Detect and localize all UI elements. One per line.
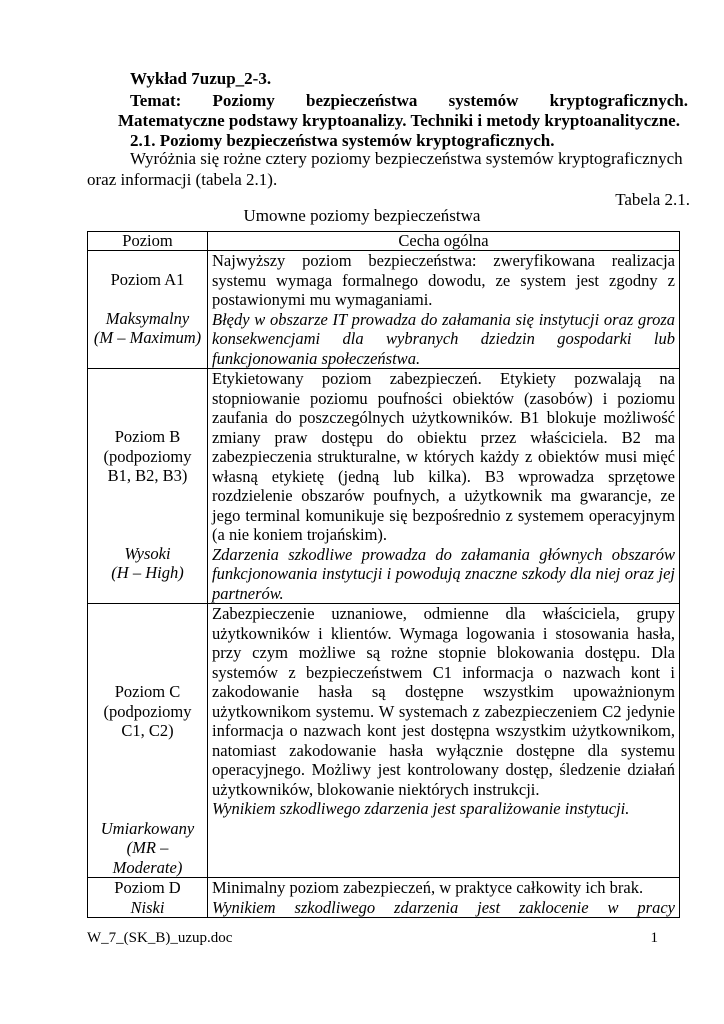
table-row [88, 251, 680, 369]
intro-paragraph-line2: oraz informacji (tabela 2.1). [87, 170, 278, 189]
level-category-en: (H – High) [111, 563, 184, 582]
level-category: Umiarkowany [100, 818, 195, 838]
level-description: Najwyższy poziom bezpieczeństwa: zweryfikowana realizacja systemu wymaga formalnego dowodu, ze system jest zgodny z postawionymi mu wymaganiami. [212, 251, 675, 309]
table-row [88, 878, 680, 918]
level-category: Maksymalny [105, 308, 190, 328]
header-level: Poziom [88, 232, 208, 251]
level-cell [88, 369, 208, 604]
level-sublevels: (podpoziomy C1, C2) [103, 701, 192, 740]
level-consequence: Błędy w obszarze IT prowadza do załamania się instytucji oraz groza konsekwencjami dla wybranych dziedzin gospodarki lub funkcjonowania społeczeństwa. [212, 309, 675, 368]
level-name: Poziom C [114, 682, 181, 701]
level-category-en: (MR – Moderate) [112, 838, 183, 877]
page-number: 1 [650, 930, 658, 946]
level-description: Minimalny poziom zabezpieczeń, w praktyce całkowity ich brak. [212, 878, 644, 897]
table-header-row [88, 232, 680, 251]
feature-cell [208, 369, 680, 604]
level-sublevels: (podpoziomy B1, B2, B3) [103, 446, 192, 485]
header-feature: Cecha ogólna [208, 232, 680, 251]
level-category: Wysoki [124, 543, 171, 563]
table-caption: Umowne poziomy bezpieczeństwa [243, 206, 481, 225]
level-cell [88, 251, 208, 369]
level-consequence: Wynikiem szkodliwego zdarzenia jest zaklocenie w pracy [212, 897, 675, 917]
level-name: Poziom D [114, 878, 181, 897]
level-description: Etykietowany poziom zabezpieczeń. Etykiety pozwalają na stopniowanie poziomu poufności obiektów (zasobów) i poziomu zaufania do poszczególnych użytkowników. B1 blokuje możliwość zmiany praw dostępu do obiektu przez właściciela. B2 ma zabezpieczenia strukturalne, w których każdy z obiektów musi mięć własną etykietę (jedną lub kilka). B3 wprowadza sprzętowe rozdzielenie obszarów poufnych, a użytkownik ma gwarancje, ze jego terminal komunikuje się bezpośrednio z systemem operacyjnym (a nie koniem trojańskim). [212, 369, 675, 544]
feature-cell [208, 251, 680, 369]
level-consequence: Zdarzenia szkodliwe prowadza do załamania głównych obszarów funkcjonowania instytucji i powodują znaczne szkody dla niej oraz jej partnerów. [212, 544, 675, 603]
security-levels-table [87, 231, 680, 918]
topic-line: Temat: Poziomy bezpieczeństwa systemów kryptograficznych. [130, 91, 688, 110]
lecture-title: Wykład 7uzup_2-3. [130, 69, 272, 88]
table-number: Tabela 2.1. [615, 190, 690, 209]
level-consequence: Wynikiem szkodliwego zdarzenia jest sparaliżowanie instytucji. [212, 799, 630, 818]
table-row [88, 604, 680, 878]
level-cell [88, 878, 208, 918]
table-row [88, 369, 680, 604]
topic-line-continued: Matematyczne podstawy kryptoanalizy. Techniki i metody kryptoanalityczne. [118, 111, 680, 130]
feature-cell [208, 604, 680, 878]
section-heading: 2.1. Poziomy bezpieczeństwa systemów kryptograficznych. [130, 131, 555, 150]
feature-cell [208, 878, 680, 918]
intro-paragraph-line1: Wyróżnia się rożne cztery poziomy bezpieczeństwa systemów kryptograficznych [130, 149, 683, 168]
level-category: Niski [130, 897, 165, 917]
level-name: Poziom A1 [110, 270, 185, 289]
level-description: Zabezpieczenie uznaniowe, odmienne dla właściciela, grupy użytkowników i klientów. Wymaga logowania i stosowania hasła, przy czym możliwe są rożne stopnie blokowania dostępu. Dla systemów z bezpieczeństwem C1 informacja o nazwach kont i zakodowanie hasła są dostępne wszystkim upoważnionym użytkownikom systemu. W systemach z zabezpieczeniem C2 jedynie informacja o nazwach kont jest dostępna wszystkim użytkownikom, natomiast zakodowanie hasła wyłącznie dostępne dla systemu operacyjnego. Możliwy jest kontrolowany dostęp, śledzenie działań użytkowników, blokowanie niektórych instrukcji. [212, 604, 675, 799]
level-name: Poziom B [114, 427, 181, 446]
footer-filename: W_7_(SK_B)_uzup.doc [87, 930, 233, 946]
level-cell [88, 604, 208, 878]
level-category-en: (M – Maximum) [93, 328, 202, 347]
